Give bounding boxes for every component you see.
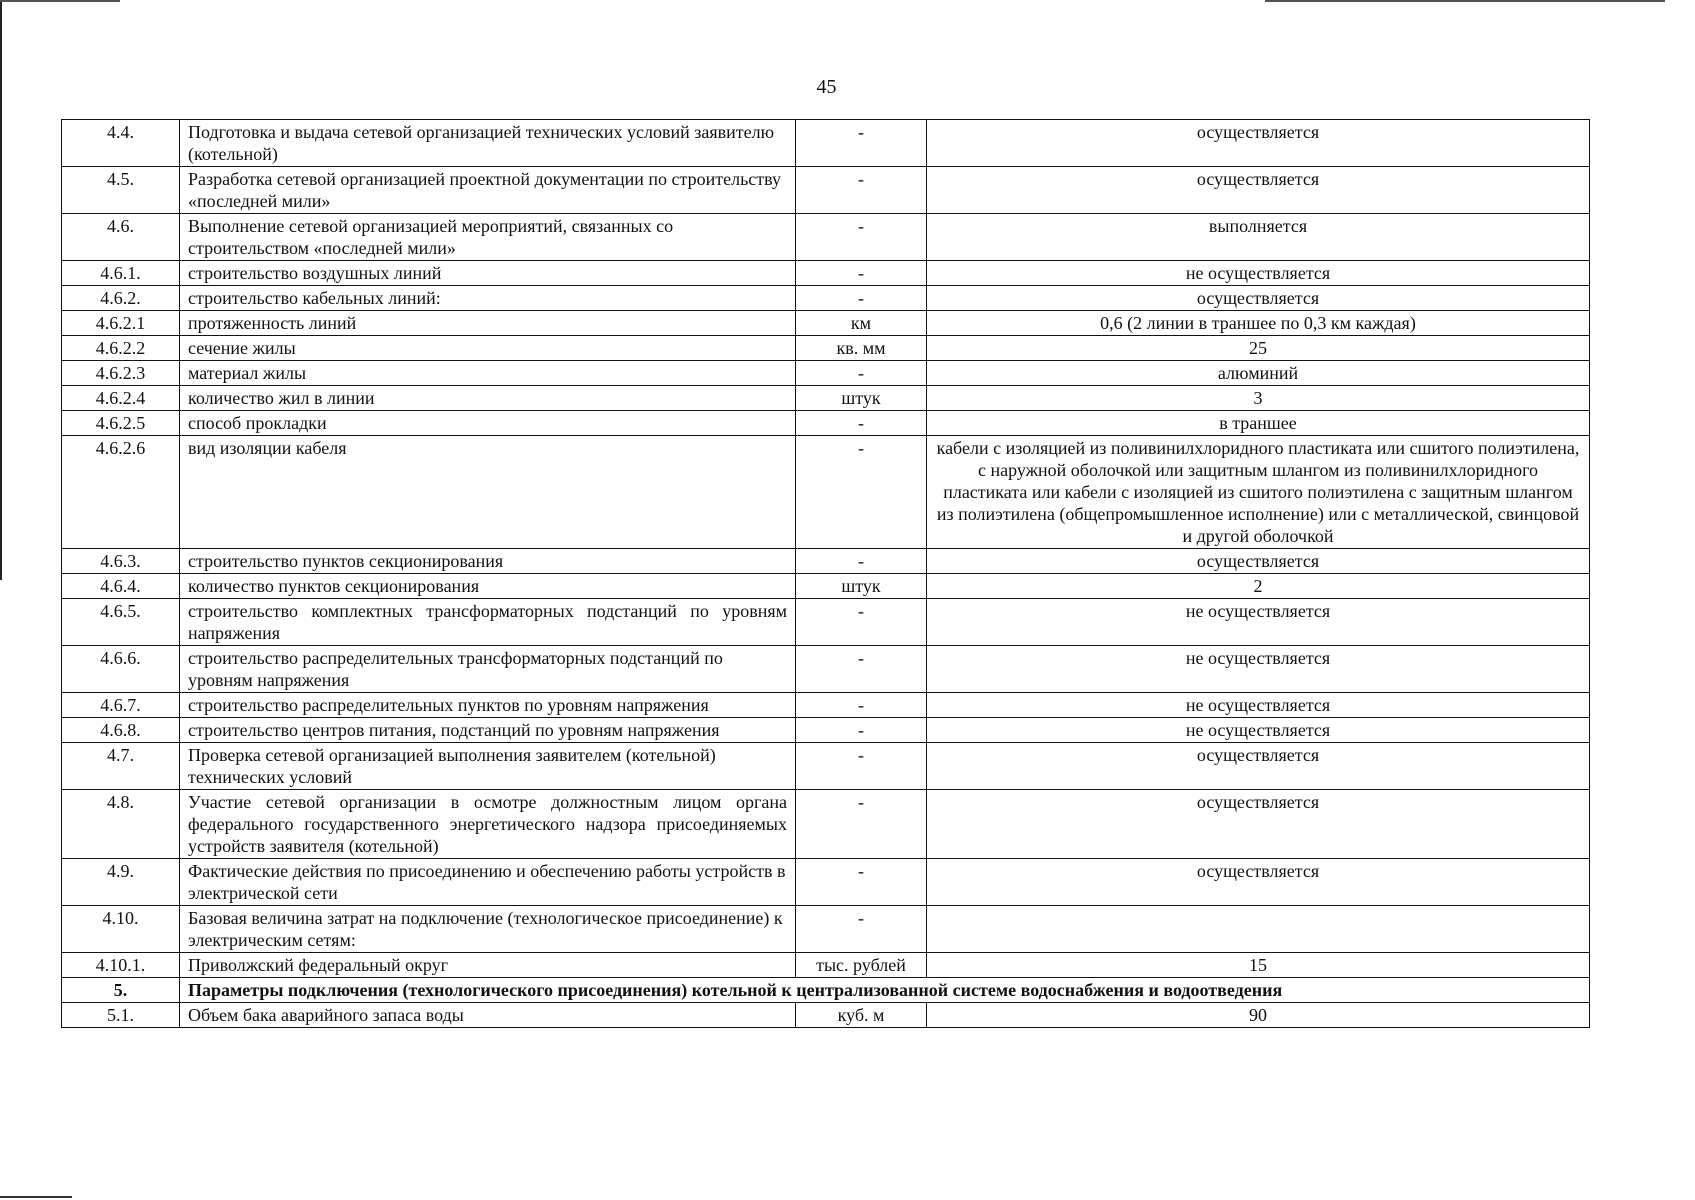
table-row (62, 411, 1590, 436)
page-number: 45 (816, 76, 837, 98)
row-value: 25 (927, 336, 1590, 361)
row-description: Приволжский федеральный округ (180, 953, 796, 978)
table-row (62, 743, 1590, 790)
row-description: строительство воздушных линий (180, 261, 796, 286)
table-row (62, 790, 1590, 859)
row-number: 4.6.4. (62, 574, 180, 599)
table-row (62, 120, 1590, 167)
table-row (62, 859, 1590, 906)
row-unit: - (796, 286, 927, 311)
row-description: протяженность линий (180, 311, 796, 336)
row-number: 4.6.6. (62, 646, 180, 693)
row-number: 4.6.8. (62, 718, 180, 743)
row-number: 4.6.5. (62, 599, 180, 646)
row-number: 4.6.2.2 (62, 336, 180, 361)
section-title: Параметры подключения (технологического присоединения) котельной к централизованной системе водоснабжения и водоотведения (180, 978, 1590, 1003)
row-number: 4.6.3. (62, 549, 180, 574)
row-unit: - (796, 743, 927, 790)
row-unit: - (796, 790, 927, 859)
row-description: Базовая величина затрат на подключение (технологическое присоединение) к электрическим сетям: (180, 906, 796, 953)
row-description: строительство кабельных линий: (180, 286, 796, 311)
row-value: осуществляется (927, 549, 1590, 574)
row-value: осуществляется (927, 286, 1590, 311)
row-number: 4.6.7. (62, 693, 180, 718)
row-description: вид изоляции кабеля (180, 436, 796, 549)
table-row (62, 286, 1590, 311)
row-unit: - (796, 167, 927, 214)
row-number: 5.1. (62, 1003, 180, 1028)
row-unit: - (796, 599, 927, 646)
row-unit: кв. мм (796, 336, 927, 361)
row-number: 4.9. (62, 859, 180, 906)
row-value: осуществляется (927, 120, 1590, 167)
table-row (62, 311, 1590, 336)
row-value: не осуществляется (927, 646, 1590, 693)
row-description: Подготовка и выдача сетевой организацией технических условий заявителю (котельной) (180, 120, 796, 167)
row-unit: - (796, 549, 927, 574)
row-unit: - (796, 906, 927, 953)
row-value: осуществляется (927, 859, 1590, 906)
row-description: строительство центров питания, подстанций по уровням напряжения (180, 718, 796, 743)
row-value: 3 (927, 386, 1590, 411)
row-value: осуществляется (927, 743, 1590, 790)
row-description: Участие сетевой организации в осмотре должностным лицом органа федерального государственного энергетического надзора присоединяемых устройств заявителя (котельной) (180, 790, 796, 859)
row-unit: км (796, 311, 927, 336)
scan-edge-top-right (1265, 0, 1665, 2)
row-description: Разработка сетевой организацией проектной документации по строительству «последней мили» (180, 167, 796, 214)
row-value: 0,6 (2 линии в траншее по 0,3 км каждая) (927, 311, 1590, 336)
row-unit: - (796, 120, 927, 167)
row-value: осуществляется (927, 790, 1590, 859)
row-unit: куб. м (796, 1003, 927, 1028)
parameters-table (61, 119, 1590, 1028)
row-unit: штук (796, 386, 927, 411)
row-value: выполняется (927, 214, 1590, 261)
row-unit: - (796, 411, 927, 436)
row-value: 2 (927, 574, 1590, 599)
row-description: Проверка сетевой организацией выполнения заявителем (котельной) технических условий (180, 743, 796, 790)
row-unit: - (796, 214, 927, 261)
row-value: кабели с изоляцией из поливинилхлоридного пластиката или сшитого полиэтилена, с наружной оболочкой или защитным шлангом из поливинилхлоридного пластиката или кабели с изоляцией из сшитого полиэтилена с защитным шлангом из полиэтилена (общепромышленное исполнение) или с металлической, свинцовой и другой оболочкой (927, 436, 1590, 549)
table-row (62, 167, 1590, 214)
row-unit: - (796, 261, 927, 286)
section-number: 5. (62, 978, 180, 1003)
table-row (62, 436, 1590, 549)
row-unit: - (796, 361, 927, 386)
row-description: строительство комплектных трансформаторных подстанций по уровням напряжения (180, 599, 796, 646)
row-description: Фактические действия по присоединению и обеспечению работы устройств в электрической сети (180, 859, 796, 906)
section-header-row (62, 978, 1590, 1003)
row-unit: - (796, 718, 927, 743)
row-value (927, 906, 1590, 953)
row-description: строительство распределительных трансформаторных подстанций по уровням напряжения (180, 646, 796, 693)
row-description: количество пунктов секционирования (180, 574, 796, 599)
row-value: не осуществляется (927, 261, 1590, 286)
table-row (62, 693, 1590, 718)
row-value: в траншее (927, 411, 1590, 436)
table-row (62, 953, 1590, 978)
row-value: алюминий (927, 361, 1590, 386)
row-number: 4.8. (62, 790, 180, 859)
row-description: способ прокладки (180, 411, 796, 436)
row-description: сечение жилы (180, 336, 796, 361)
table-row (62, 261, 1590, 286)
table-row (62, 646, 1590, 693)
row-number: 4.7. (62, 743, 180, 790)
table-body (62, 120, 1590, 1028)
row-value: 90 (927, 1003, 1590, 1028)
row-number: 4.6.1. (62, 261, 180, 286)
table-row (62, 718, 1590, 743)
scan-edge-top-left (0, 0, 120, 2)
row-unit: тыс. рублей (796, 953, 927, 978)
table-row (62, 599, 1590, 646)
row-unit: - (796, 436, 927, 549)
scan-edge-bottom (0, 1196, 72, 1198)
table-row (62, 386, 1590, 411)
row-number: 4.10.1. (62, 953, 180, 978)
row-description: строительство пунктов секционирования (180, 549, 796, 574)
row-number: 4.6.2.1 (62, 311, 180, 336)
row-description: Объем бака аварийного запаса воды (180, 1003, 796, 1028)
row-number: 4.6.2. (62, 286, 180, 311)
row-description: Выполнение сетевой организацией мероприятий, связанных со строительством «последней мили» (180, 214, 796, 261)
row-number: 4.6.2.6 (62, 436, 180, 549)
row-number: 4.5. (62, 167, 180, 214)
row-number: 4.6.2.3 (62, 361, 180, 386)
row-number: 4.10. (62, 906, 180, 953)
row-value: не осуществляется (927, 718, 1590, 743)
row-number: 4.6.2.4 (62, 386, 180, 411)
row-description: материал жилы (180, 361, 796, 386)
row-value: осуществляется (927, 167, 1590, 214)
row-number: 4.4. (62, 120, 180, 167)
table-row (62, 361, 1590, 386)
row-unit: - (796, 859, 927, 906)
row-value: не осуществляется (927, 693, 1590, 718)
table-row (62, 574, 1590, 599)
table-row (62, 1003, 1590, 1028)
row-unit: - (796, 646, 927, 693)
table-row (62, 214, 1590, 261)
row-description: строительство распределительных пунктов по уровням напряжения (180, 693, 796, 718)
row-unit: - (796, 693, 927, 718)
table-row (62, 336, 1590, 361)
table-row (62, 906, 1590, 953)
table-row (62, 549, 1590, 574)
row-value: 15 (927, 953, 1590, 978)
row-value: не осуществляется (927, 599, 1590, 646)
row-unit: штук (796, 574, 927, 599)
row-number: 4.6. (62, 214, 180, 261)
row-description: количество жил в линии (180, 386, 796, 411)
row-number: 4.6.2.5 (62, 411, 180, 436)
